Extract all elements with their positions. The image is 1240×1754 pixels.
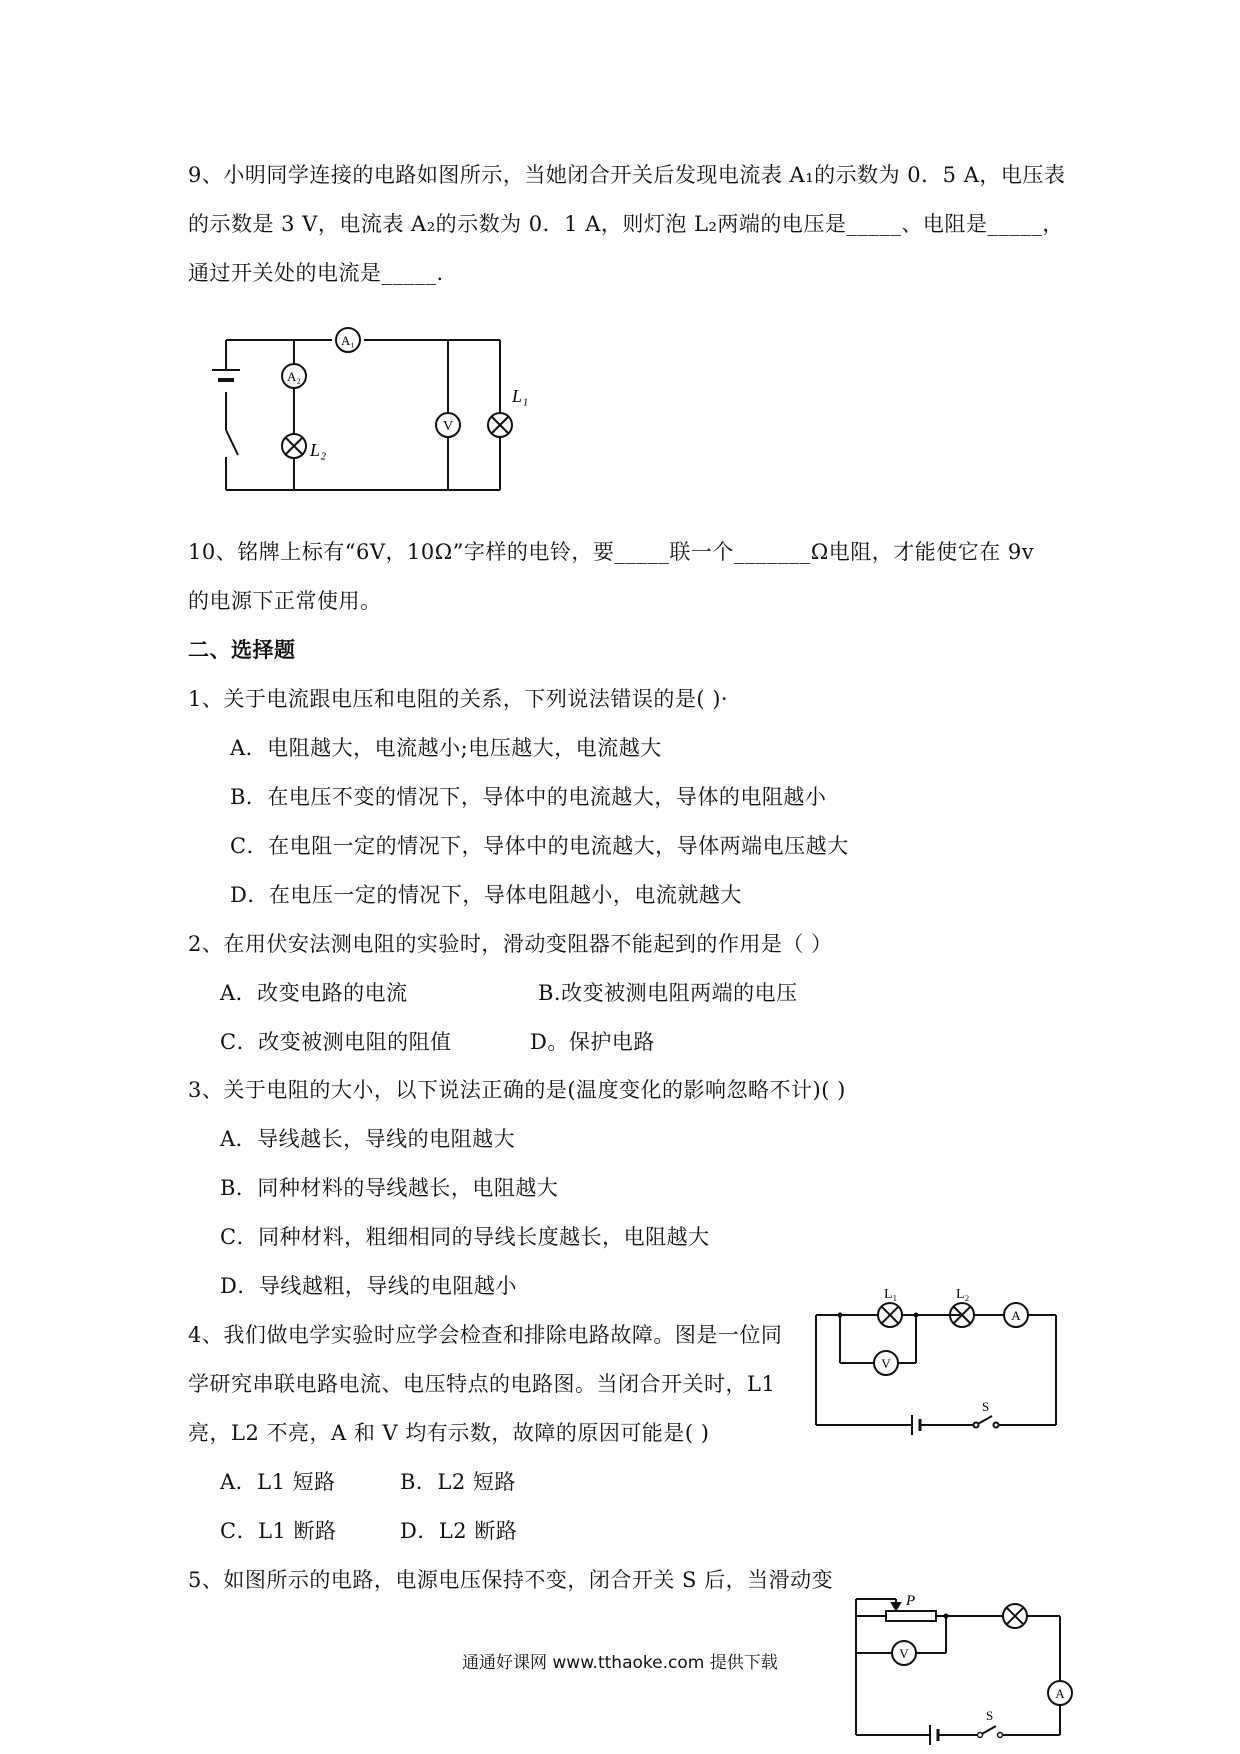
q4-stem-line3: 亮，L2 不亮，A 和 V 均有示数，故障的原因可能是( ): [188, 1421, 710, 1445]
q3-stem: 3、关于电阻的大小，以下说法正确的是(温度变化的影响忽略不计)( ): [188, 1078, 846, 1102]
q2-option-c: C．改变被测电阻的阻值: [220, 1030, 452, 1054]
q9-line1: 9、小明同学连接的电路如图所示，当她闭合开关后发现电流表 A₁的示数为 0．5 A，电压表: [188, 163, 1066, 187]
q2-option-b: B.改变被测电阻两端的电压: [538, 981, 798, 1005]
q5-v-label: V: [899, 1646, 909, 1661]
q3-option-a: A．导线越长，导线的电阻越大: [220, 1127, 516, 1151]
q3-option-d: D．导线越粗，导线的电阻越小: [220, 1274, 517, 1298]
q4-option-c: C．L1 断路: [220, 1519, 337, 1543]
section-heading: 二、选择题: [188, 638, 296, 662]
q2-stem: 2、在用伏安法测电阻的实验时，滑动变阻器不能起到的作用是（ ）: [188, 932, 833, 956]
q4-l1-label: L₁: [884, 1287, 898, 1302]
q1-stem: 1、关于电流跟电压和电阻的关系，下列说法错误的是( )·: [188, 687, 729, 711]
q5-circuit-diagram: [850, 1595, 1080, 1745]
q5-p-label: P: [906, 1593, 916, 1609]
q9-line2: 的示数是 3 V，电流表 A₂的示数为 0．1 A，则灯泡 L₂两端的电压是_____、电阻是_____，: [188, 212, 1064, 236]
q1-option-a: A．电阻越大，电流越小;电压越大，电流越大: [230, 736, 662, 760]
q9-l1-label: L₁: [512, 386, 529, 406]
q1-option-b: B．在电压不变的情况下，导体中的电流越大，导体的电阻越小: [230, 785, 827, 809]
q4-circuit-diagram: [810, 1285, 1070, 1435]
q10-line2: 的电源下正常使用。: [188, 589, 382, 613]
q5-a-label: A: [1055, 1686, 1065, 1701]
q4-option-b: B．L2 短路: [400, 1470, 516, 1494]
q9-line3: 通过开关处的电流是_____.: [188, 261, 444, 285]
q2-option-d: D。保护电路: [530, 1030, 655, 1054]
q5-s-label: S: [986, 1708, 994, 1723]
q4-v-label: V: [881, 1356, 891, 1371]
q4-l2-label: L₂: [956, 1287, 970, 1302]
q1-option-c: C．在电阻一定的情况下，导体中的电流越大，导体两端电压越大: [230, 834, 849, 858]
q9-l2-label: L₂: [310, 440, 327, 460]
q4-stem-line1: 4、我们做电学实验时应学会检查和排除电路故障。图是一位同: [188, 1323, 783, 1347]
q4-stem-line2: 学研究串联电路电流、电压特点的电路图。当闭合开关时，L1: [188, 1372, 776, 1396]
q9-a2-label: A₂: [287, 369, 301, 384]
q5-stem: 5、如图所示的电路，电源电压保持不变，闭合开关 S 后，当滑动变: [188, 1568, 834, 1592]
q4-a-label: A: [1011, 1308, 1021, 1323]
q9-a1-label: A₁: [341, 333, 355, 348]
footer-text: 通通好课网 www.tthaoke.com 提供下载: [462, 1653, 778, 1673]
q4-option-a: A．L1 短路: [220, 1470, 336, 1494]
q3-option-c: C．同种材料，粗细相同的导线长度越长，电阻越大: [220, 1225, 710, 1249]
q9-circuit-diagram: [200, 322, 529, 502]
q2-option-a: A．改变电路的电流: [220, 981, 408, 1005]
q4-s-label: S: [982, 1399, 990, 1414]
q9-v-label: V: [442, 419, 454, 434]
q10-line1: 10、铭牌上标有“6V，10Ω”字样的电铃，要_____联一个_______Ω电阻，才能使它在 9v: [188, 540, 1035, 564]
q3-option-b: B．同种材料的导线越长，电阻越大: [220, 1176, 559, 1200]
q1-option-d: D．在电压一定的情况下，导体电阻越小，电流就越大: [230, 883, 742, 907]
q4-option-d: D．L2 断路: [400, 1519, 518, 1543]
